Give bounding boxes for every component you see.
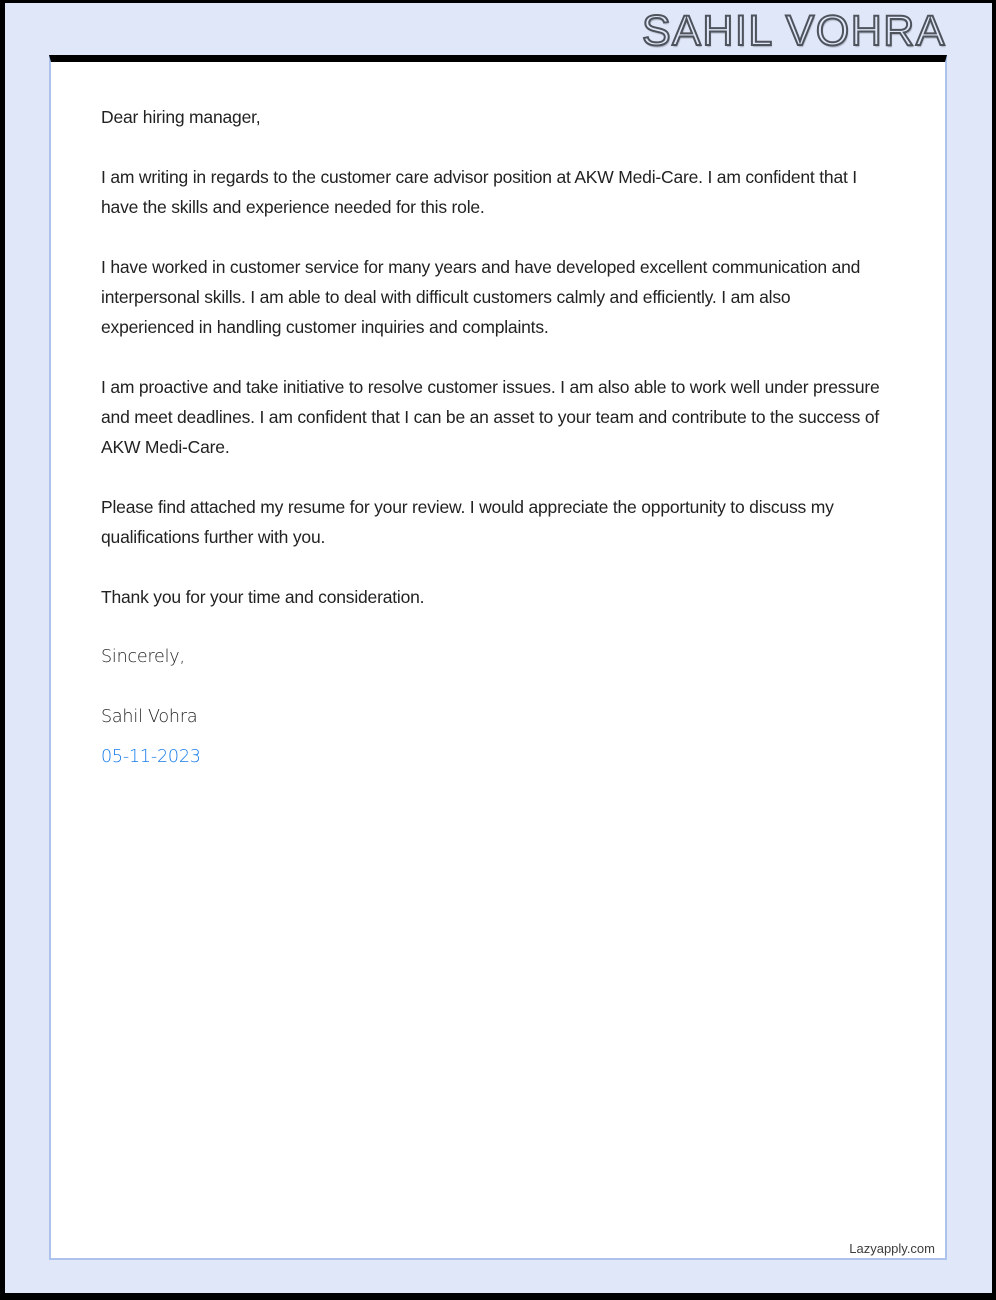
closing-line: Sincerely, — [101, 647, 185, 667]
body-paragraph-4: Please find attached my resume for your review. I would appreciate the opportunity to discuss my qualifications further with you. — [101, 497, 834, 547]
body-paragraph-2: I have worked in customer service for many years and have developed excellent communication and interpersonal skills. I am able to deal with difficult customers calmly and efficiently. I am also experienced in handling customer inquiries and complaints. — [101, 257, 861, 337]
header-name: SAHIL VOHRA — [641, 7, 946, 55]
body-paragraph-3: I am proactive and take initiative to resolve customer issues. I am also able to work well under pressure and meet deadlines. I am confident that I can be an asset to your team and contribute to the success of AKW Medi-Care. — [101, 377, 880, 457]
greeting-line: Dear hiring manager, — [101, 107, 261, 127]
signature-name: Sahil Vohra — [101, 707, 198, 727]
letter-date: 05-11-2023 — [101, 747, 201, 767]
thanks-line: Thank you for your time and consideration. — [101, 587, 425, 607]
body-paragraph-1: I am writing in regards to the customer care advisor position at AKW Medi-Care. I am confident that I have the skills and experience needed for this role. — [101, 167, 857, 217]
watermark: Lazyapply.com — [849, 1241, 935, 1256]
letter-sheet — [49, 55, 947, 1260]
